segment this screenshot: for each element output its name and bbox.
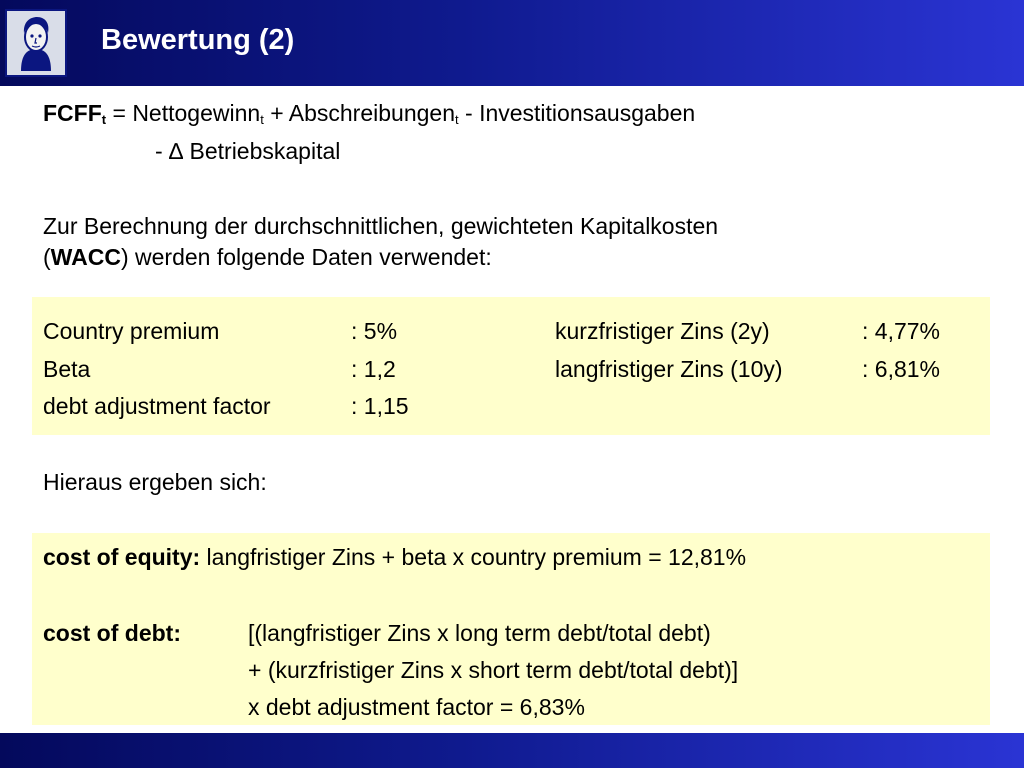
intro-rest: ) werden folgende Daten verwendet:: [120, 244, 492, 270]
cost-of-debt-line-2: + (kurzfristiger Zins x short term debt/total debt)]: [248, 657, 739, 683]
param-label-long-rate: langfristiger Zins (10y): [555, 356, 783, 382]
param-label-debt-adjustment: debt adjustment factor: [43, 393, 271, 419]
result-intro: Hieraus ergeben sich:: [43, 469, 267, 495]
page-title: Bewertung (2): [101, 24, 295, 56]
intro-open-paren: (: [43, 244, 51, 270]
formula-depreciation: + Abschreibungen: [263, 100, 455, 126]
formula-net-income: = Nettogewinn: [106, 100, 261, 126]
param-label-short-rate: kurzfristiger Zins (2y): [555, 318, 770, 344]
param-label-beta: Beta: [43, 356, 91, 382]
fcff-formula: [43, 100, 695, 127]
cost-of-debt-line-1: [(langfristiger Zins x long term debt/total debt): [248, 620, 711, 646]
param-value-country-premium: : 5%: [351, 318, 398, 344]
param-label-country-premium: Country premium: [43, 318, 220, 344]
param-value-beta: : 1,2: [351, 356, 396, 382]
param-value-debt-adjustment: : 1,15: [351, 393, 409, 419]
fcff-subscript: t: [101, 112, 107, 127]
intro-line-1: Zur Berechnung der durchschnittlichen, gewichteten Kapitalkosten: [43, 213, 719, 239]
fcff-label: FCFF: [43, 100, 102, 126]
formula-capex: - Investitionsausgaben: [458, 100, 696, 126]
formula-subscript-2: t: [455, 112, 459, 127]
slide-header: [0, 0, 1024, 86]
formula-subscript-1: t: [260, 112, 264, 127]
cost-of-equity-label: cost of equity:: [43, 544, 201, 570]
portrait-logo-icon: [7, 11, 65, 75]
wacc-term: WACC: [50, 244, 121, 270]
cost-of-equity-formula: langfristiger Zins + beta x country premium = 12,81%: [200, 544, 747, 570]
university-logo: [5, 9, 67, 77]
param-value-short-rate: : 4,77%: [862, 318, 940, 344]
cost-of-debt-line-3: x debt adjustment factor = 6,83%: [248, 694, 585, 720]
intro-line-2: [43, 244, 492, 271]
formula-line-2: - ∆ Betriebskapital: [155, 138, 341, 164]
param-value-long-rate: : 6,81%: [862, 356, 940, 382]
cost-of-equity-line: [43, 544, 746, 571]
cost-of-debt-label: cost of debt:: [43, 620, 181, 646]
slide-footer: [0, 733, 1024, 768]
